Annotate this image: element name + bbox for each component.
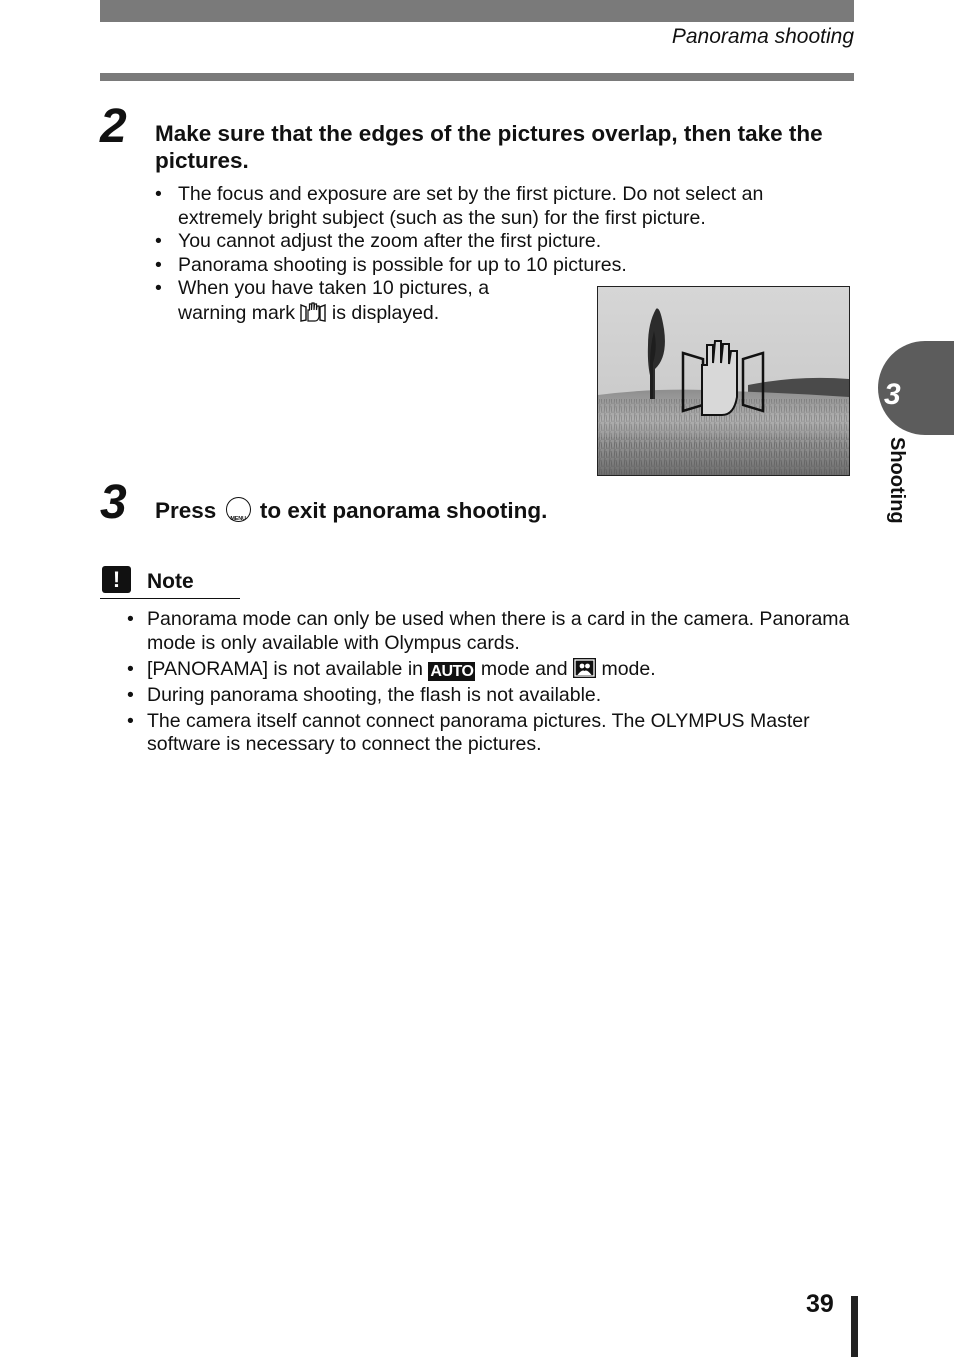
list-item: • Panorama mode can only be used when there is a card in the camera. Panorama mode is only available with Olympus cards. (124, 608, 864, 655)
scene-mode-icon (573, 658, 596, 678)
warning-text-post: is displayed. (331, 301, 440, 324)
list-item: • [PANORAMA] is not available in AUTO mode and mode. (124, 658, 864, 682)
page-header-title: Panorama shooting (671, 25, 854, 48)
step-2-bullet-list (155, 183, 815, 277)
list-item: • The focus and exposure are set by the first picture. Do not select an extremely bright subject (such as the sun) for the first picture. (155, 183, 815, 230)
chapter-label: Shooting (886, 437, 908, 524)
list-item (155, 277, 515, 329)
exclamation-icon: ! (102, 566, 131, 593)
note-heading (100, 565, 240, 599)
menu-button-icon: MENU (226, 497, 251, 522)
warning-text-pre: When you have taken 10 pictures, a warning mark (178, 277, 490, 324)
top-bar (100, 0, 854, 22)
step-3-title-pre: Press (155, 498, 217, 523)
list-item: • During panorama shooting, the flash is not available. (124, 684, 864, 708)
auto-mode-icon: AUTO (430, 662, 474, 680)
note-label: Note (147, 570, 194, 593)
step-3-number: 3 (100, 476, 127, 529)
step-2-warning-list (155, 277, 515, 329)
list-item: • The camera itself cannot connect panorama pictures. The OLYMPUS Master software is necessary to connect the pictures. (124, 710, 864, 757)
step-2-number: 2 (100, 100, 127, 153)
step-3-title-post: to exit panorama shooting. (259, 498, 548, 523)
chapter-number: 3 (884, 378, 901, 411)
list-item: • Panorama shooting is possible for up to 10 pictures. (155, 254, 815, 278)
header-rule (100, 73, 854, 81)
list-item: • You cannot adjust the zoom after the first picture. (155, 230, 815, 254)
step-2-title: Make sure that the edges of the pictures overlap, then take the pictures. (155, 121, 823, 173)
panorama-warning-photo (597, 286, 850, 476)
page-edge-bar (851, 1296, 858, 1357)
page-number: 39 (806, 1290, 834, 1318)
note-list (124, 608, 864, 759)
hand-warning-icon (300, 301, 326, 330)
step-3-title (155, 497, 755, 524)
